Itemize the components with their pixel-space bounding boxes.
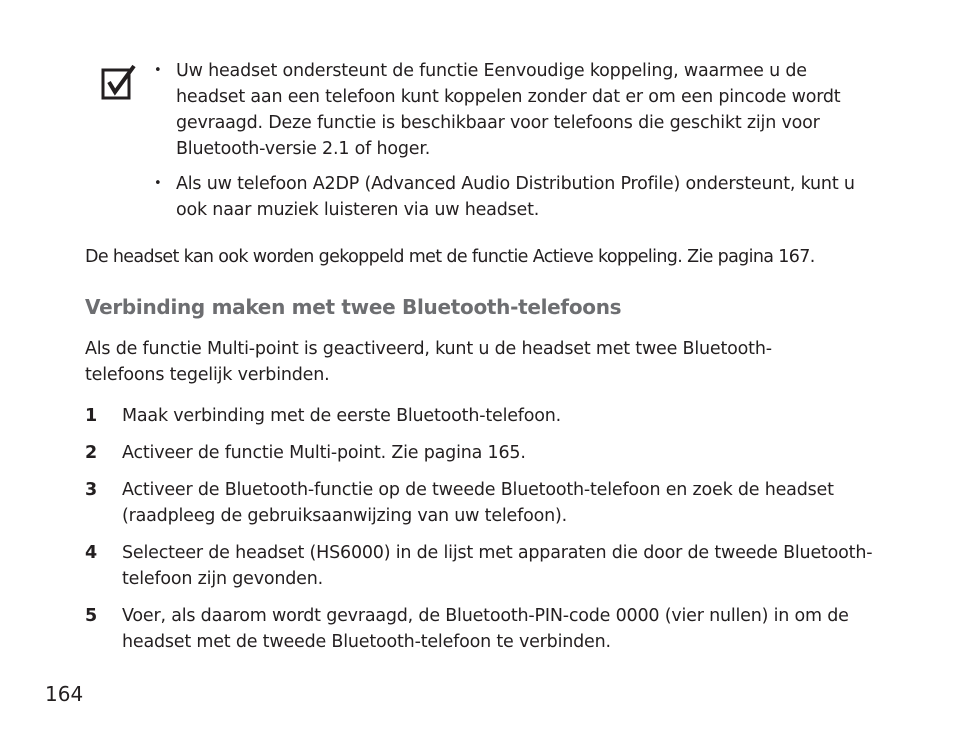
bullet-icon: • xyxy=(154,176,162,191)
section-paragraph: Als de functie Multi-point is geactiveerd, kunt u de headset met twee Bluetooth-telefoons tegelijk verbinden. xyxy=(85,339,772,385)
steps-list xyxy=(85,403,885,666)
note-item xyxy=(152,58,872,162)
step-number: 3 xyxy=(85,480,97,500)
step-number: 5 xyxy=(85,606,97,626)
step-number: 4 xyxy=(85,543,97,563)
page-number: 164 xyxy=(45,682,84,706)
checkbox-check-icon xyxy=(101,64,137,100)
step-text: Selecteer de headset (HS6000) in de lijst met apparaten die door de tweede Bluetooth-telefoon zijn gevonden. xyxy=(122,543,873,589)
section-heading: Verbinding maken met twee Bluetooth-telefoons xyxy=(85,295,622,319)
step-text: Activeer de functie Multi-point. Zie pagina 165. xyxy=(122,443,526,463)
step-text: Voer, als daarom wordt gevraagd, de Bluetooth-PIN-code 0000 (vier nullen) in om de headset met de tweede Bluetooth-telefoon te verbinden. xyxy=(122,606,849,652)
intro-paragraph: De headset kan ook worden gekoppeld met de functie Actieve koppeling. Zie pagina 167. xyxy=(85,247,815,267)
step-item xyxy=(85,403,885,429)
step-text: Maak verbinding met de eerste Bluetooth-telefoon. xyxy=(122,406,562,426)
step-text: Activeer de Bluetooth-functie op de tweede Bluetooth-telefoon en zoek de headset (raadpleeg de gebruiksaanwijzing van uw telefoon). xyxy=(122,480,834,526)
step-item xyxy=(85,603,885,655)
step-number: 1 xyxy=(85,406,97,426)
note-text: Als uw telefoon A2DP (Advanced Audio Distribution Profile) ondersteunt, kunt u ook naar muziek luisteren via uw headset. xyxy=(176,174,855,220)
note-list xyxy=(152,58,872,232)
note-text: Uw headset ondersteunt de functie Eenvoudige koppeling, waarmee u de headset aan een telefoon kunt koppelen zonder dat er om een pincode wordt gevraagd. Deze functie is beschikbaar voor telefoons die geschikt zijn voor Bluetooth-versie 2.1 of hoger. xyxy=(176,61,841,159)
note-item xyxy=(152,171,872,223)
step-number: 2 xyxy=(85,443,97,463)
step-item xyxy=(85,477,885,529)
step-item xyxy=(85,540,885,592)
step-item xyxy=(85,440,885,466)
bullet-icon: • xyxy=(154,63,162,78)
